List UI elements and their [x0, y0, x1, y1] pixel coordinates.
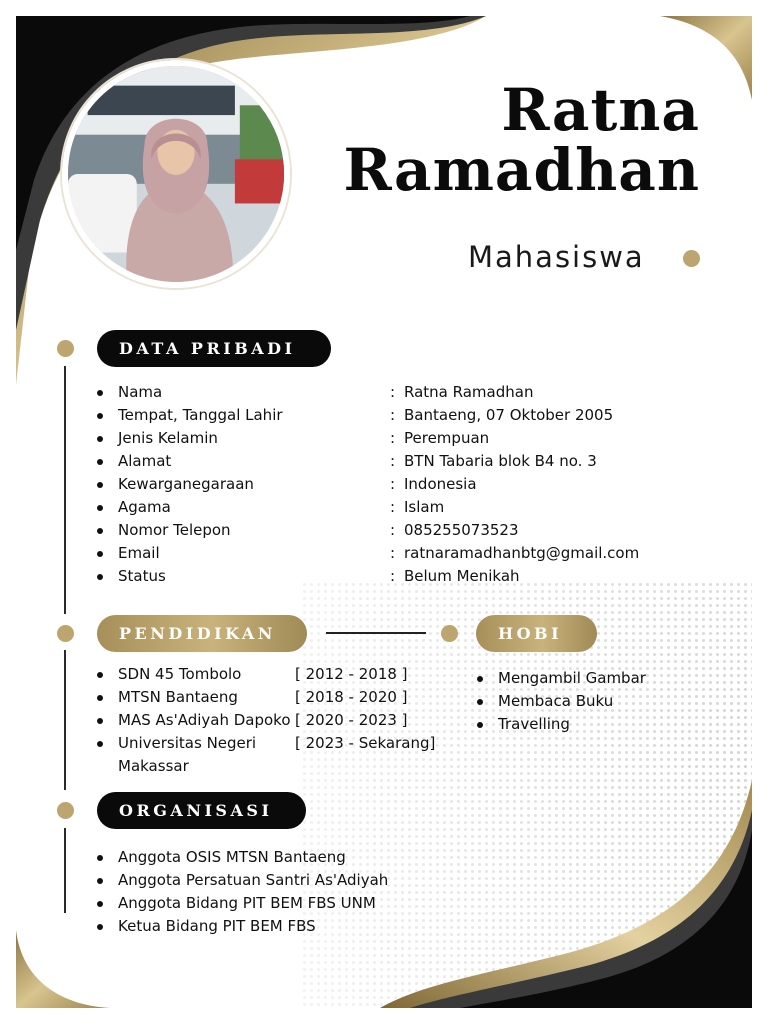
education-row — [97, 709, 447, 732]
colon: : — [390, 567, 396, 585]
bullet — [97, 505, 103, 511]
timeline-dot-hobby — [441, 625, 458, 642]
timeline-dot-personal — [57, 340, 74, 357]
colon: : — [390, 544, 396, 562]
personal-row — [97, 450, 657, 473]
personal-label: Nama — [118, 383, 163, 401]
timeline-dot-organization — [57, 802, 74, 819]
colon: : — [390, 383, 396, 401]
organization-label: Ketua Bidang PIT BEM FBS — [118, 917, 316, 935]
personal-row — [97, 404, 657, 427]
education-school: Universitas Negeri — [118, 734, 257, 752]
personal-row — [97, 542, 657, 565]
education-period: [ 2012 - 2018 ] — [295, 665, 408, 683]
bullet — [97, 528, 103, 534]
bullet — [477, 676, 483, 682]
education-row — [97, 732, 447, 755]
organization-item — [97, 915, 417, 938]
bullet — [97, 878, 103, 884]
bullet — [97, 459, 103, 465]
personal-label: Alamat — [118, 452, 172, 470]
hobby-label: Travelling — [498, 715, 570, 733]
timeline-dot-education — [57, 625, 74, 642]
role-dot — [683, 250, 700, 267]
hobby-item — [477, 667, 677, 690]
personal-value: BTN Tabaria blok B4 no. 3 — [404, 452, 597, 470]
hobby-list — [477, 667, 677, 736]
full-name — [343, 76, 700, 204]
bullet — [97, 901, 103, 907]
bullet — [477, 699, 483, 705]
personal-label: Status — [118, 567, 166, 585]
education-period: [ 2023 - Sekarang] — [295, 734, 436, 752]
personal-label: Kewarganegaraan — [118, 475, 254, 493]
bullet — [97, 741, 103, 747]
personal-row — [97, 381, 657, 404]
bullet — [97, 718, 103, 724]
section-personal-header — [97, 330, 331, 367]
education-row — [97, 686, 447, 709]
timeline-line-personal — [64, 366, 66, 614]
bullet — [97, 390, 103, 396]
personal-data-list — [97, 381, 657, 588]
colon: : — [390, 429, 396, 447]
bullet — [97, 482, 103, 488]
colon: : — [390, 452, 396, 470]
personal-value: Perempuan — [404, 429, 490, 447]
education-school: SDN 45 Tombolo — [118, 665, 242, 683]
personal-row — [97, 565, 657, 588]
personal-value: Islam — [404, 498, 445, 516]
colon: : — [390, 498, 396, 516]
bullet — [97, 574, 103, 580]
organization-item — [97, 846, 417, 869]
personal-label: Agama — [118, 498, 171, 516]
education-period: [ 2020 - 2023 ] — [295, 711, 408, 729]
timeline-line-organization — [64, 828, 66, 913]
personal-label: Jenis Kelamin — [118, 429, 218, 447]
organization-label: Anggota Bidang PIT BEM FBS UNM — [118, 894, 376, 912]
section-hobby-title: HOBI — [498, 624, 563, 643]
bullet — [97, 924, 103, 930]
bullet — [97, 695, 103, 701]
personal-label: Email — [118, 544, 160, 562]
colon: : — [390, 475, 396, 493]
personal-value: Indonesia — [404, 475, 477, 493]
bullet — [477, 722, 483, 728]
section-education-title: PENDIDIKAN — [119, 624, 276, 643]
job-title: Mahasiswa — [468, 240, 645, 274]
bullet — [97, 551, 103, 557]
personal-row — [97, 519, 657, 542]
education-list — [97, 663, 447, 778]
section-hobby-header — [476, 615, 597, 652]
organization-label: Anggota OSIS MTSN Bantaeng — [118, 848, 346, 866]
section-organization-title: ORGANISASI — [119, 801, 273, 820]
bullet — [97, 413, 103, 419]
organization-item — [97, 892, 417, 915]
bullet — [97, 672, 103, 678]
colon: : — [390, 521, 396, 539]
education-row — [97, 663, 447, 686]
bullet — [97, 436, 103, 442]
personal-row — [97, 496, 657, 519]
personal-value: Ratna Ramadhan — [404, 383, 534, 401]
hobby-item — [477, 690, 677, 713]
education-school-line2: Makassar — [118, 757, 189, 775]
education-period: [ 2018 - 2020 ] — [295, 688, 408, 706]
name-line-2: Ramadhan — [343, 136, 700, 204]
bullet — [97, 855, 103, 861]
organization-label: Anggota Persatuan Santri As'Adiyah — [118, 871, 389, 889]
personal-label: Nomor Telepon — [118, 521, 231, 539]
name-line-1: Ratna — [501, 76, 700, 144]
timeline-line-education — [64, 650, 66, 790]
personal-value: ratnaramadhanbtg@gmail.com — [404, 544, 640, 562]
personal-row — [97, 473, 657, 496]
education-school: MAS As'Adiyah Dapoko — [118, 711, 291, 729]
organization-list — [97, 846, 417, 938]
personal-label: Tempat, Tanggal Lahir — [118, 406, 283, 424]
personal-value: 085255073523 — [404, 521, 519, 539]
personal-row — [97, 427, 657, 450]
section-education-header — [97, 615, 307, 652]
section-divider — [326, 632, 426, 634]
hobby-label: Mengambil Gambar — [498, 669, 646, 687]
personal-value: Belum Menikah — [404, 567, 520, 585]
colon: : — [390, 406, 396, 424]
section-organization-header — [97, 792, 306, 829]
hobby-label: Membaca Buku — [498, 692, 614, 710]
profile-photo — [62, 60, 290, 288]
section-personal-title: DATA PRIBADI — [119, 339, 296, 358]
education-row-continued — [97, 755, 447, 778]
education-school: MTSN Bantaeng — [118, 688, 238, 706]
organization-item — [97, 869, 417, 892]
hobby-item — [477, 713, 677, 736]
personal-value: Bantaeng, 07 Oktober 2005 — [404, 406, 614, 424]
